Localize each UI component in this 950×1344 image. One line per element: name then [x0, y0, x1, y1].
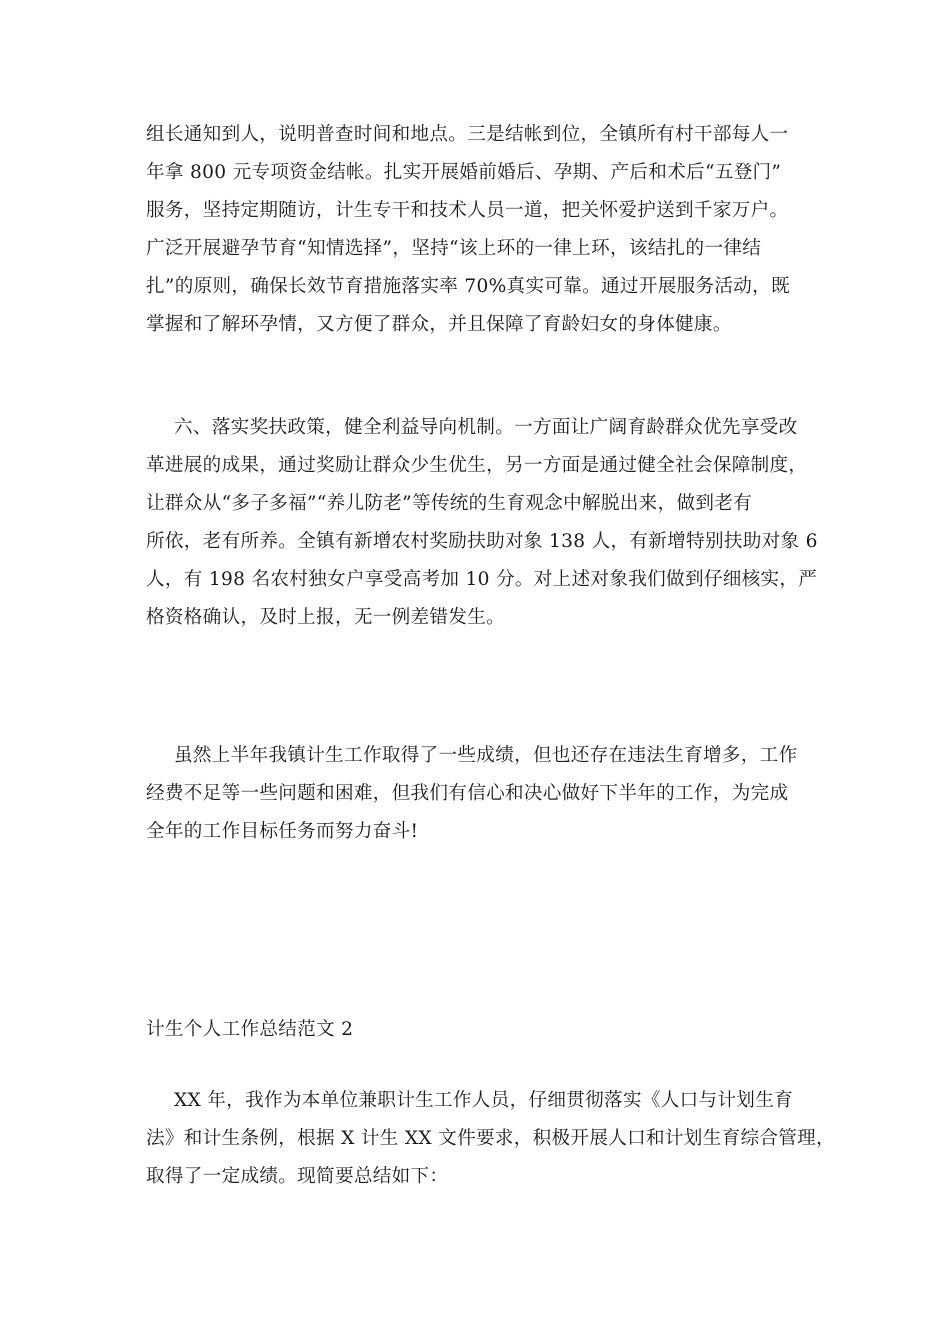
- paragraph-line: 法》和计生条例，根据 X 计生 XX 文件要求，积极开展人口和计划生育综合管理，: [146, 1128, 835, 1149]
- paragraph-line: 经费不足等一些问题和困难，但我们有信心和决心做好下半年的工作，为完成: [146, 783, 789, 804]
- paragraph-line: 六、落实奖扶政策，健全利益导向机制。一方面让广阔育龄群众优先享受改: [174, 417, 798, 438]
- paragraph-conclusion: [146, 737, 806, 851]
- paragraph-line: 革进展的成果，通过奖励让群众少生优生，另一方面是通过健全社会保障制度，: [146, 455, 808, 476]
- paragraph-line: 广泛开展避孕节育“知情选择”，坚持“该上环的一律上环，该结扎的一律结: [146, 238, 762, 259]
- paragraph-line: 让群众从“多子多福”“养儿防老”等传统的生育观念中解脱出来，做到老有: [146, 493, 753, 514]
- paragraph-line: 扎”的原则，确保长效节育措施落实率 70%真实可靠。通过开展服务活动，既: [146, 276, 790, 297]
- section-title-text: 计生个人工作总结范文 2: [146, 1019, 354, 1040]
- paragraph-line: 格资格确认，及时上报，无一例差错发生。: [146, 607, 505, 628]
- paragraph-xx-year: [146, 1082, 835, 1196]
- paragraph-line: 组长通知到人，说明普查时间和地点。三是结帐到位，全镇所有村干部每人一: [146, 124, 789, 145]
- paragraph-line: 服务，坚持定期随访，计生专干和技术人员一道，把关怀爱护送到千家万户。: [146, 200, 789, 221]
- paragraph-intro: [146, 116, 806, 344]
- paragraph-line: 全年的工作目标任务而努力奋斗!: [146, 821, 419, 842]
- paragraph-line: 年拿 800 元专项资金结帐。扎实开展婚前婚后、孕期、产后和术后“五登门”: [146, 162, 782, 183]
- paragraph-line: 取得了一定成绩。现简要总结如下：: [146, 1166, 449, 1187]
- paragraph-line: 掌握和了解环孕情，又方便了群众，并且保障了育龄妇女的身体健康。: [146, 314, 732, 335]
- paragraph-line: 人，有 198 名农村独女户享受高考加 10 分。对上述对象我们做到仔细核实，严: [146, 569, 818, 590]
- paragraph-line: 所依，老有所养。全镇有新增农村奖励扶助对象 138 人，有新增特别扶助对象 6: [146, 531, 818, 552]
- paragraph-line: 虽然上半年我镇计生工作取得了一些成绩，但也还存在违法生育增多，工作: [174, 745, 798, 766]
- paragraph-line: XX 年，我作为本单位兼职计生工作人员，仔细贯彻落实《人口与计划生育: [174, 1090, 793, 1111]
- section-title: [146, 1011, 806, 1049]
- paragraph-section-six: [146, 409, 818, 637]
